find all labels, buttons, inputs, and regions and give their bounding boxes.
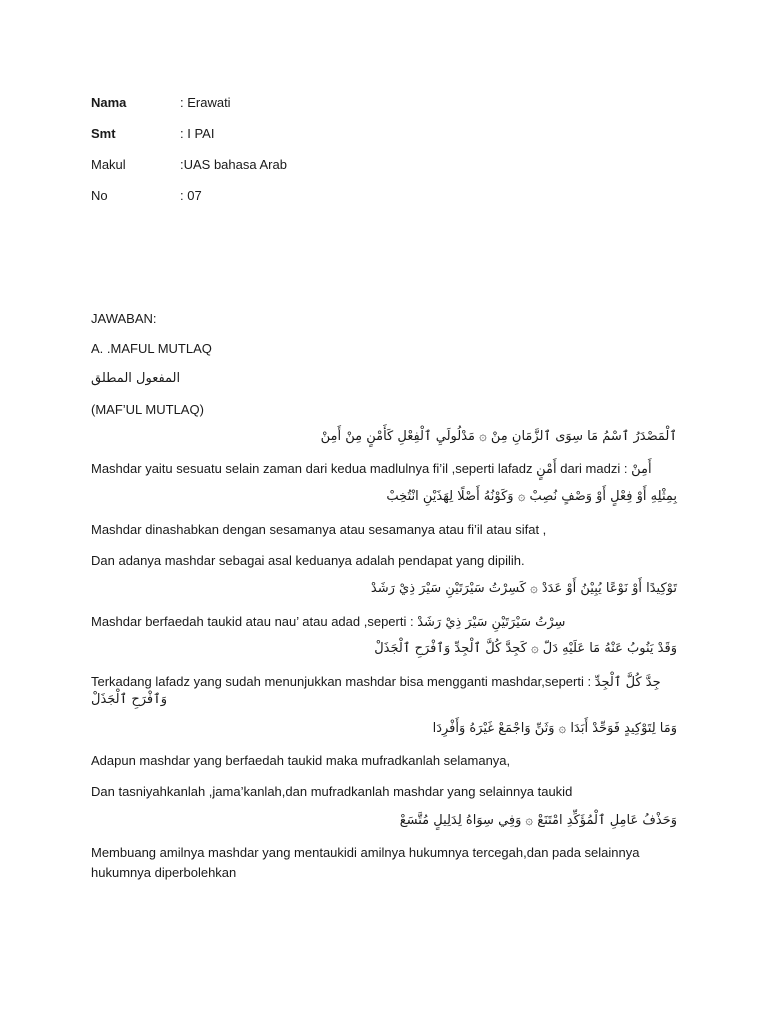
paragraph-3: Dan adanya mashdar sebagai asal keduanya adalah pendapat yang dipilih. bbox=[91, 553, 525, 568]
no-value: : 07 bbox=[180, 188, 202, 203]
nama-value: : Erawati bbox=[180, 95, 231, 110]
paragraph-5-text: Terkadang lafadz yang sudah menunjukkan mashdar bisa mengganti mashdar,seperti : bbox=[91, 674, 592, 689]
makul-label: Makul bbox=[91, 157, 126, 172]
verse-4: وَقَدْ يَنُوبُ عَنْهُ مَا عَلَيْهِ دَلّ ۞ كَجِدَّ كُلَّ ٱلْجِدِّ وَٱفْرَحِ ٱلْجَذَلْ bbox=[374, 641, 677, 656]
arabic-section-heading: المفعول المطلق bbox=[91, 371, 181, 386]
nama-label: Nama bbox=[91, 95, 127, 110]
verse-6: وَحَذْفُ عَامِلِ ٱلْمُؤَكِّدِ امْتَنَعْ ۞ وَفِي سِوَاهُ لِدَلِيلٍ مُتَّسَعْ bbox=[399, 813, 677, 828]
mafuL-mutlaq-heading: (MAF’UL MUTLAQ) bbox=[91, 402, 204, 417]
smt-value: : I PAI bbox=[180, 126, 215, 141]
paragraph-5-arabic-2: وَٱفْرَحِ ٱلْجَذَلْ bbox=[91, 692, 168, 707]
paragraph-7: Dan tasniyahkanlah ,jama’kanlah,dan mufradkanlah mashdar yang selainnya taukid bbox=[91, 784, 573, 799]
paragraph-1 bbox=[91, 461, 652, 478]
verse-3: تَوْكِيدًا أَوْ نَوْعًا يُبِيْنُ أَوْ عَدَدْ ۞ كَسِرْتُ سَيْرَتَيْنِ سَيْرَ ذِيْ رَشَدْ bbox=[370, 581, 677, 596]
jawaban-heading: JAWABAN: bbox=[91, 311, 157, 326]
paragraph-4 bbox=[91, 614, 565, 631]
no-label: No bbox=[91, 188, 108, 203]
verse-2: بِمِثْلِهِ أَوْ فِعْلٍ أَوْ وَصْفٍ نُصِبْ ۞ وَكَوْنُهُ أَصْلًا لِهَذَيْنِ انْتُخِبْ bbox=[386, 489, 677, 504]
paragraph-1-mid: dari madzi : bbox=[560, 461, 628, 476]
paragraph-4-text: Mashdar berfaedah taukid atau nau’ atau adad ,seperti : bbox=[91, 614, 414, 629]
paragraph-1-arabic-amina: أَمِنْ bbox=[631, 462, 652, 477]
paragraph-5-arabic-1: جِدَّ كُلَّ ٱلْجِدِّ bbox=[594, 675, 661, 690]
makul-value: :UAS bahasa Arab bbox=[180, 157, 287, 172]
paragraph-2: Mashdar dinashabkan dengan sesamanya atau sesamanya atau fi’il atau sifat , bbox=[91, 522, 547, 537]
verse-5: وَمَا لِتَوْكِيدٍ فَوَحِّدْ أَبَدَا ۞ وَثَنِّ وَاجْمَعْ غَيْرَهُ وَأَفْرِدَا bbox=[432, 721, 677, 736]
smt-label: Smt bbox=[91, 126, 116, 141]
paragraph-4-arabic: سِرْتُ سَيْرَتَيْنِ سَيْرَ ذِيْ رَشَدْ bbox=[417, 615, 566, 630]
verse-1: ٱلْمَصْدَرُ ٱسْمُ مَا سِوَى ٱلزَّمَانِ مِنْ ۞ مَدْلُولَيِ ٱلْفِعْلِ كَأَمْنٍ مِنْ أَمِنْ bbox=[320, 429, 677, 444]
paragraph-8: Membuang amilnya mashdar yang mentaukidi amilnya hukumnya tercegah,dan pada selainnya hukumnya diperbolehkan bbox=[91, 845, 640, 880]
paragraph-1-arabic-amnin: أَمْنٍ bbox=[536, 462, 557, 477]
paragraph-1-text: Mashdar yaitu sesuatu selain zaman dari kedua madlulnya fi’il ,seperti lafadz bbox=[91, 461, 533, 476]
paragraph-5 bbox=[91, 674, 661, 691]
paragraph-6: Adapun mashdar yang berfaedah taukid maka mufradkanlah selamanya, bbox=[91, 753, 511, 768]
section-a-heading: A. .MAFUL MUTLAQ bbox=[91, 341, 212, 356]
